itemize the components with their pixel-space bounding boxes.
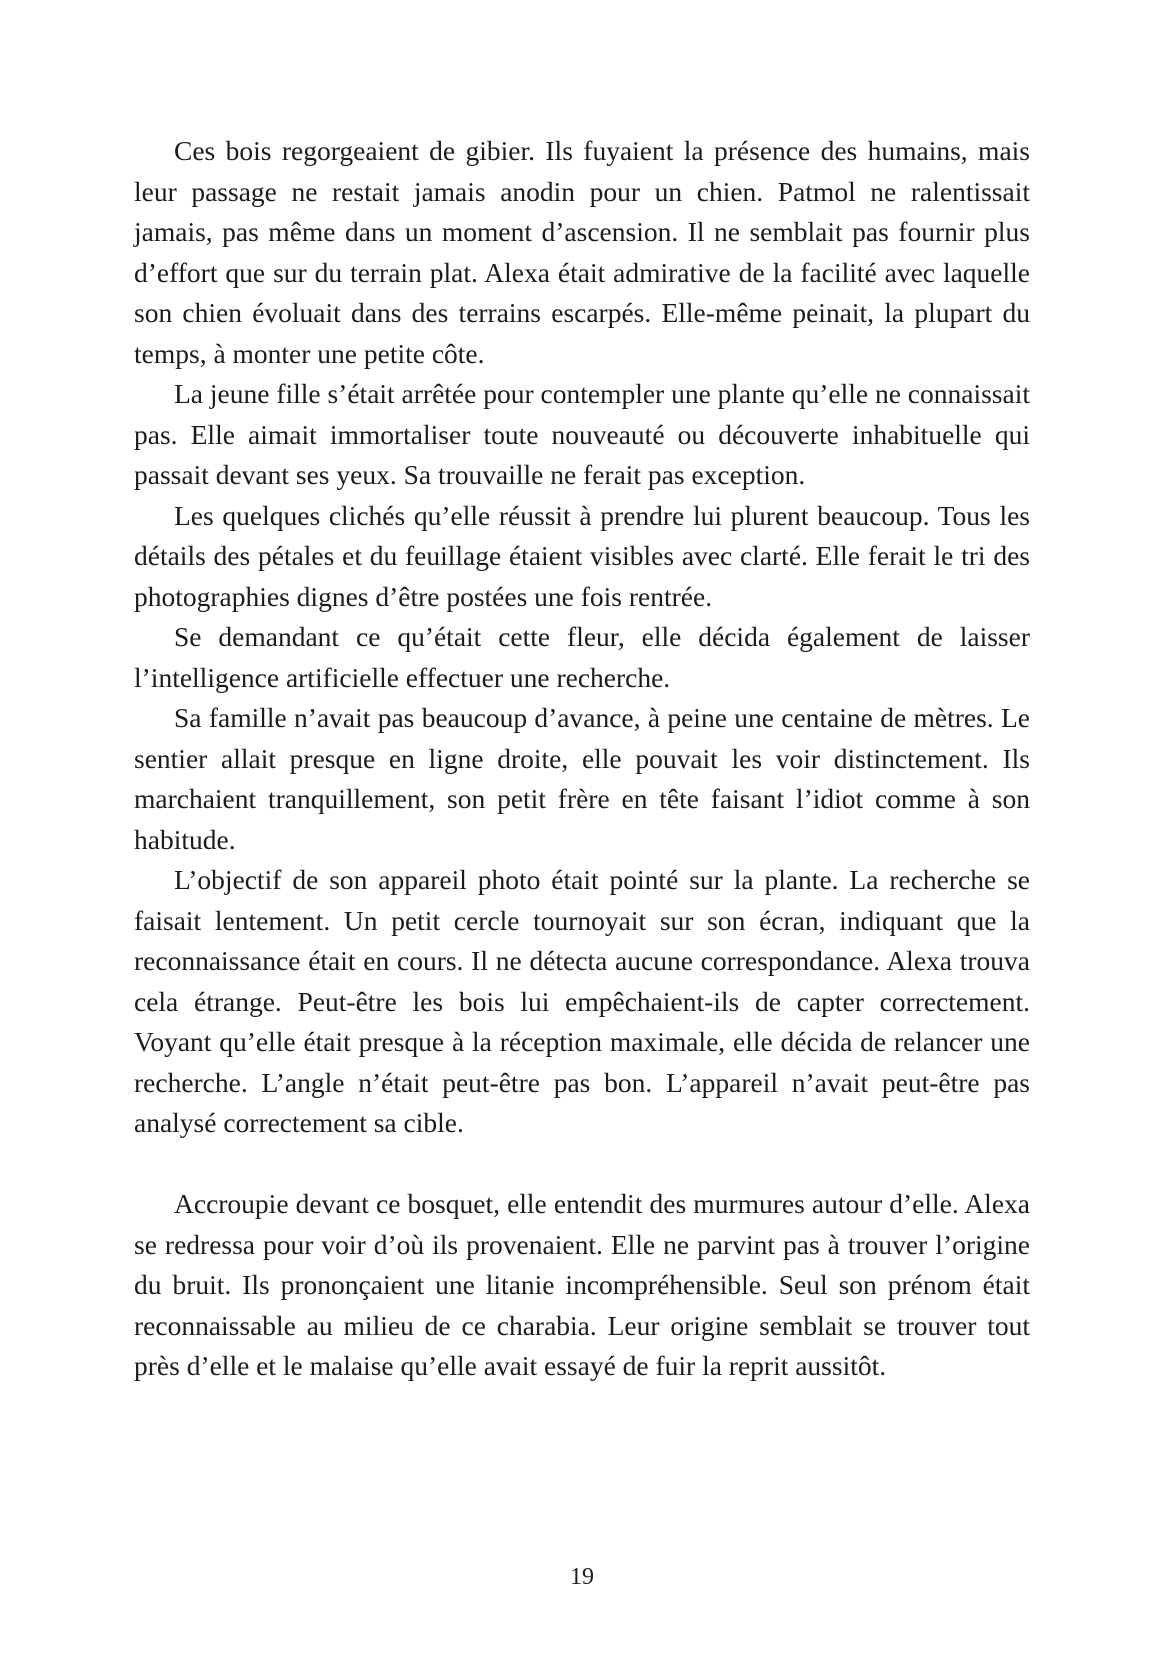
body-text: [134, 131, 1030, 1387]
paragraph: Se demandant ce qu’était cette fleur, elle décida également de laisser l’intelligence artificielle effectuer une recherche.: [134, 621, 1030, 693]
paragraph: Les quelques clichés qu’elle réussit à prendre lui plurent beaucoup. Tous les détails des pétales et du feuillage étaient visibles avec clarté. Elle ferait le tri des photographies dignes d’être postées une fois rentrée.: [134, 499, 1030, 612]
section-break: [134, 1144, 1030, 1185]
paragraph: La jeune fille s’était arrêtée pour contempler une plante qu’elle ne connaissait pas. Elle aimait immortaliser toute nouveauté ou découverte inhabituelle qui passait devant ses yeux. Sa trouvaille ne ferait pas exception.: [134, 378, 1030, 490]
paragraph: Ces bois regorgeaient de gibier. Ils fuyaient la présence des humains, mais leur passage ne restait jamais anodin pour un chien. Patmol ne ralentissait jamais, pas même dans un moment d’ascension. Il ne semblait pas fournir plus d’effort que sur du terrain plat. Alexa était admirative de la facilité avec laquelle son chien évoluait dans des terrains escarpés. Elle-même peinait, la plupart du temps, à monter une petite côte.: [134, 135, 1030, 369]
paragraph: Sa famille n’avait pas beaucoup d’avance, à peine une centaine de mètres. Le sentier allait presque en ligne droite, elle pouvait les voir distinctement. Ils marchaient tranquillement, son petit frère en tête faisant l’idiot comme à son habitude.: [134, 702, 1030, 855]
paragraph: Accroupie devant ce bosquet, elle entendit des murmures autour d’elle. Alexa se redressa pour voir d’où ils provenaient. Elle ne parvint pas à trouver l’origine du bruit. Ils prononçaient une litanie incompréhensible. Seul son prénom était reconnaissable au milieu de ce charabia. Leur origine semblait se trouver tout près d’elle et le malaise qu’elle avait essayé de fuir la reprit aussitôt.: [134, 1188, 1030, 1381]
paragraph: L’objectif de son appareil photo était pointé sur la plante. La recherche se faisait lentement. Un petit cercle tournoyait sur son écran, indiquant que la reconnaissance était en cours. Il ne détecta aucune correspondance. Alexa trouva cela étrange. Peut-être les bois lui empêchaient-ils de capter correctement. Voyant qu’elle était presque à la réception maximale, elle décida de relancer une recherche. L’angle n’était peut-être pas bon. L’appareil n’avait peut-être pas analysé correctement sa cible.: [134, 864, 1030, 1138]
page-number: 19: [570, 1564, 594, 1590]
